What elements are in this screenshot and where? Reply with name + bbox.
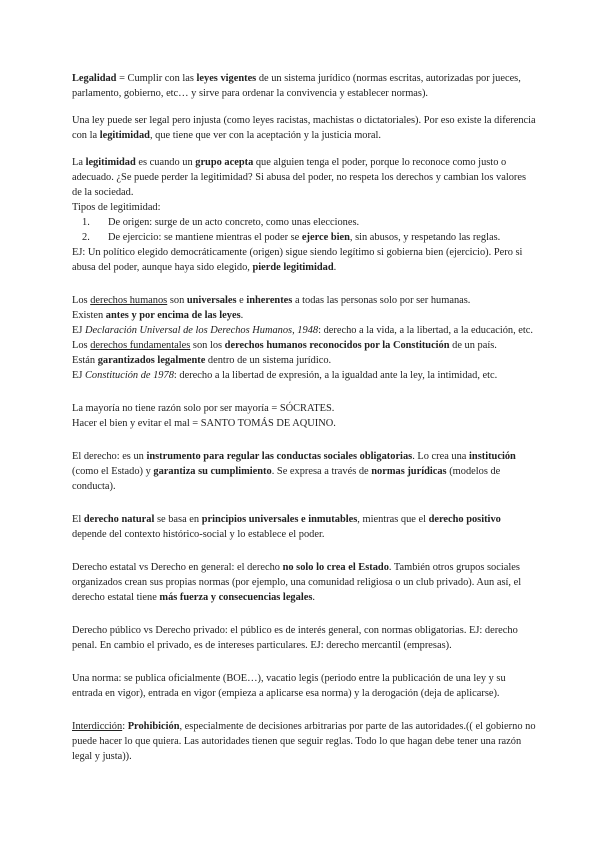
interdiccion-paragraph: Interdicción: Prohibición, especialmente de decisiones arbitrarias por parte de las autoridades.(( el gobierno no puede hacer lo que quiera. Las autoridades tienen que seguir reglas. Todo lo que hagan debe tener una razón legal y justa)).: [72, 721, 536, 762]
list-item: 2. De ejercicio: se mantiene mientras el poder se ejerce bien, sin abusos, y respetando las reglas.: [82, 232, 501, 243]
derecho-publico-paragraph: Derecho público vs Derecho privado: el público es de interés general, con normas obligatorias. EJ: derecho penal. En cambio el privado, es de intereses particulares. EJ: derecho mercantil (empresas).: [72, 625, 518, 651]
legalidad-term: Legalidad: [72, 73, 117, 84]
tipos-title: Tipos de legitimidad:: [72, 202, 161, 213]
legitimidad-paragraph: La legitimidad es cuando un grupo acepta que alguien tenga el poder, porque lo reconoce como justo o adecuado. ¿Se puede perder la legitimidad? Si abusa del poder, no respeta los derechos y cambian los valores de la sociedad.: [72, 157, 527, 198]
norma-paragraph: Una norma: se publica oficialmente (BOE…), vacatio legis (periodo entre la publicación de una ley y su entrada en vigor), entrada en vigor (empieza a aplicarse esa norma) y la derogación (deja de aplicarse).: [72, 673, 506, 699]
list-item: 1. De origen: surge de un acto concreto, como unas elecciones.: [82, 217, 360, 228]
derecho-natural-paragraph: El derecho natural se basa en principios universales e inmutables, mientras que el derecho positivo depende del contexto histórico-social y lo establece el poder.: [72, 514, 501, 540]
derecho-paragraph: El derecho: es un instrumento para regular las conductas sociales obligatorias. Lo crea una institución (como el Estado) y garantiza su cumplimiento. Se expresa a través de normas jurídicas (modelos de conducta).: [72, 451, 516, 492]
ley-injusta-paragraph: Una ley puede ser legal pero injusta (como leyes racistas, machistas o dictatoriales). Por eso existe la diferencia con la legitimidad, que tiene que ver con la aceptación y la justicia moral.: [72, 115, 536, 141]
mayoria-line: La mayoría no tiene razón solo por ser mayoría = SÓCRATES.: [72, 403, 335, 414]
tipos-list: [72, 215, 536, 245]
ejemplo-dudh: EJ Declaración Universal de los Derechos Humanos, 1948: derecho a la vida, a la libertad, a la educación, etc.: [72, 325, 534, 336]
derechos-garantizados: Están garantizados legalmente dentro de un sistema jurídico.: [72, 355, 332, 366]
legalidad-paragraph: Legalidad = Cumplir con las leyes vigentes de un sistema jurídico (normas escritas, autorizadas por jueces, parlamento, gobierno, etc… y sirve para ordenar la convivencia y establecer normas).: [72, 73, 521, 99]
ejemplo-legitimidad: EJ: Un político elegido democráticamente (origen) sigue siendo legítimo si gobierna bien (ejercicio). Pero si abusa del poder, aunque haya sido elegido, pierde legitimidad.: [72, 247, 523, 273]
derechos-fundamentales-line: Los derechos fundamentales son los derechos humanos reconocidos por la Constitución de un país.: [72, 340, 497, 351]
derecho-estatal-paragraph: Derecho estatal vs Derecho en general: el derecho no solo lo crea el Estado. También otros grupos sociales organizados crean sus propias normas (por ejemplo, una comunidad religiosa o un club privado). Aun así, el derecho estatal tiene más fuerza y consecuencias legales.: [72, 562, 522, 603]
derechos-humanos-existen: Existen antes y por encima de las leyes.: [72, 310, 244, 321]
ejemplo-constitucion: EJ Constitución de 1978: derecho a la libertad de expresión, a la igualdad ante la ley, la intimidad, etc.: [72, 370, 498, 381]
bien-mal-line: Hacer el bien y evitar el mal = SANTO TOMÁS DE AQUINO.: [72, 418, 336, 429]
derechos-humanos-line: Los derechos humanos son universales e inherentes a todas las personas solo por ser humanas.: [72, 295, 471, 306]
